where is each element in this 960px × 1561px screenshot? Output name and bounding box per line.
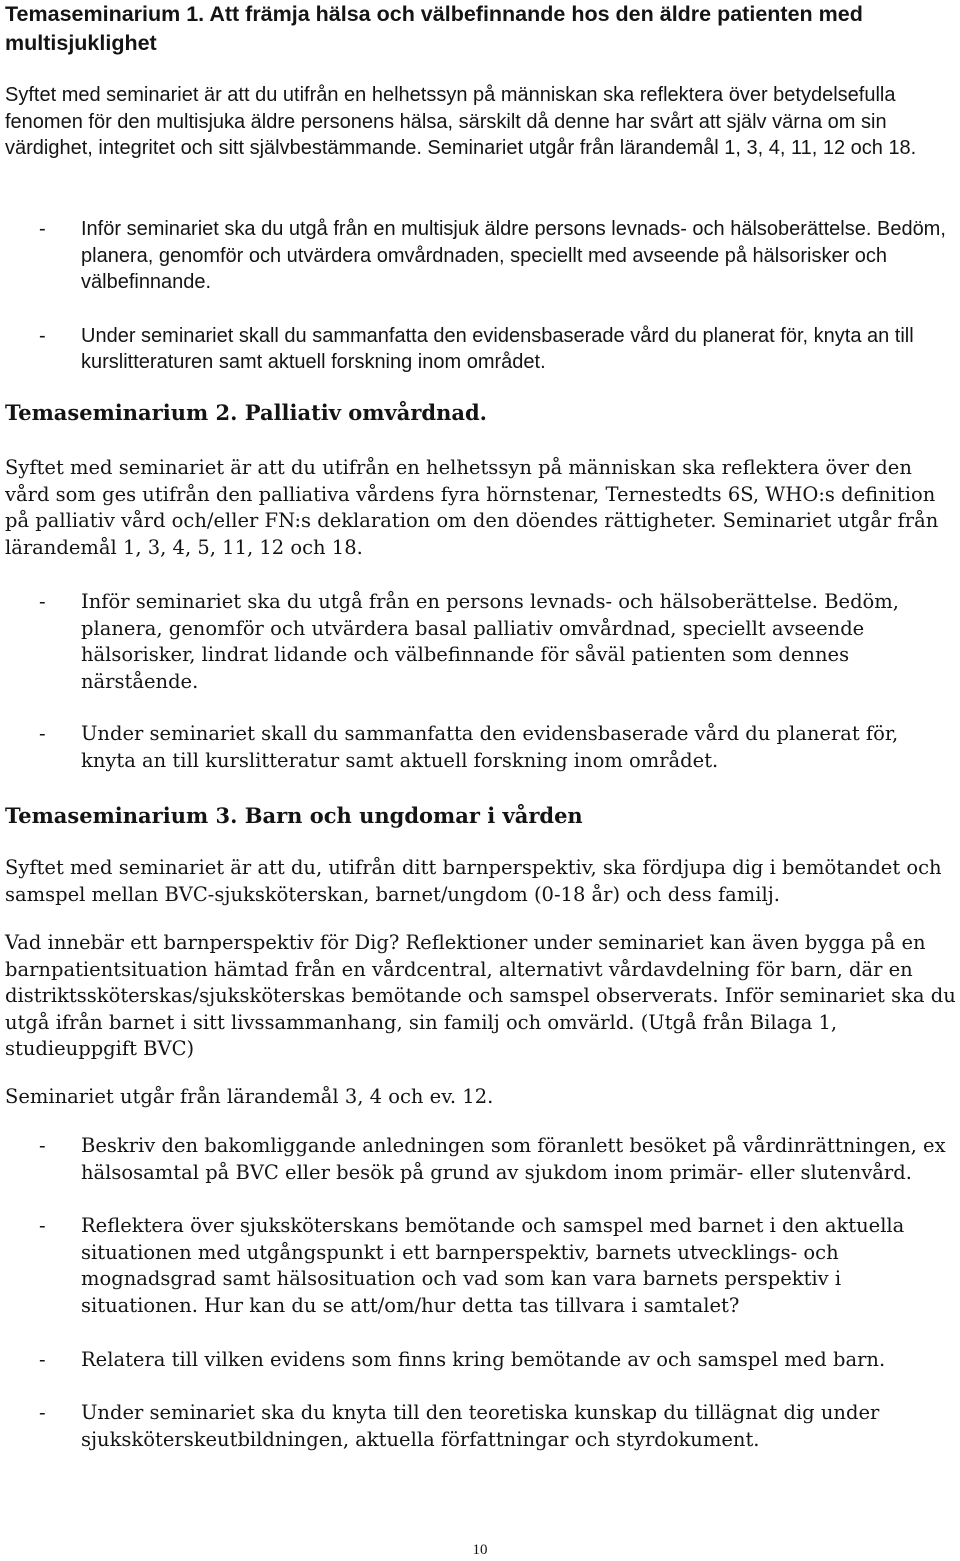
dash-bullet: - <box>39 1401 46 1425</box>
bullet-text: Under seminariet ska du knyta till den teoretiska kunskap du tillägnat dig under sjuksköterskeutbildningen, aktuella författningar och styrdokument. <box>81 1401 880 1451</box>
bullet-text: Inför seminariet ska du utgå från en multisjuk äldre persons levnads- och hälsoberättelse. Bedöm, planera, genomför och utvärdera omvårdnaden, speciellt med avseende på hälsorisker och välbefinnande. <box>81 218 946 294</box>
section-3-intro: Syftet med seminariet är att du, utifrån ditt barnperspektiv, ska fördjupa dig i bemötandet och samspel mellan BVC-sjuksköterskan, barnet/ungdom (0-18 år) och dess familj. <box>5 856 942 906</box>
dash-bullet: - <box>39 722 46 746</box>
list-item <box>5 589 953 695</box>
section-2-title: Temaseminarium 2. Palliativ omvårdnad. <box>5 400 487 425</box>
list-item <box>5 323 951 376</box>
list-item <box>5 721 953 774</box>
list-item <box>5 1133 955 1186</box>
section-3-title: Temaseminarium 3. Barn och ungdomar i vården <box>5 803 583 828</box>
dash-bullet: - <box>39 218 46 240</box>
bullet-text: Beskriv den bakomliggande anledningen som föranlett besöket på vårdinrättningen, ex hälsosamtal på BVC eller besök på grund av sjukdom inom primär- eller slutenvård. <box>81 1134 946 1184</box>
section-3-bullets <box>5 1133 955 1453</box>
bullet-text: Under seminariet skall du sammanfatta den evidensbaserade vård du planerat för, knyta an till kurslitteraturen samt aktuell forskning inom området. <box>81 324 914 374</box>
list-item <box>5 1400 955 1453</box>
section-2-bullets <box>5 589 953 775</box>
section-1-intro: Syftet med seminariet är att du utifrån en helhetssyn på människan ska reflektera över betydelsefulla fenomen för den multisjuka äldre personens hälsa, särskilt då denne har svårt att själv värna om sin värdighet, integritet och sitt självbestämmande. Seminariet utgår från lärandemål 1, 3, 4, 11, 12 och 18. <box>5 84 917 160</box>
dash-bullet: - <box>39 324 46 347</box>
section-3-paragraph: Vad innebär ett barnperspektiv för Dig? Reflektioner under seminariet kan även bygga på en barnpatientsituation hämtad från en vårdcentral, alternativt vårdavdelning för barn, där en distriktssköterskas/sjuksköterskas bemötande och samspel observerats. Inför seminariet ska du utgå ifrån barnet i sitt livssammanhang, sin familj och omvärld. (Utgå från Bilaga 1, studieuppgift BVC) <box>5 931 956 1061</box>
section-1-title: Temaseminarium 1. Att främja hälsa och välbefinnande hos den äldre patienten med multisjuklighet <box>5 2 863 55</box>
dash-bullet: - <box>39 1214 46 1238</box>
bullet-text: Under seminariet skall du sammanfatta den evidensbaserade vård du planerat för, knyta an till kurslitteratur samt aktuell forskning inom området. <box>81 722 899 772</box>
bullet-text: Reflektera över sjuksköterskans bemötande och samspel med barnet i den aktuella situationen med utgångspunkt i ett barnperspektiv, barnets utvecklings- och mognadsgrad samt hälsosituation och vad som kan vara barnets perspektiv i situationen. Hur kan du se att/om/hur detta tas tillvara i samtalet? <box>81 1214 905 1317</box>
list-item <box>5 216 951 296</box>
dash-bullet: - <box>39 1347 46 1371</box>
bullet-text: Inför seminariet ska du utgå från en persons levnads- och hälsoberättelse. Bedöm, planera, genomför och utvärdera basal palliativ omvårdnad, speciellt avseende hälsorisker, lindrat lidande och välbefinnande för såväl patienten som dennes närstående. <box>81 590 899 693</box>
dash-bullet: - <box>39 1134 46 1157</box>
page-number: 10 <box>472 1542 488 1558</box>
section-1-bullets <box>5 216 951 376</box>
section-3-learning-goals: Seminariet utgår från lärandemål 3, 4 och ev. 12. <box>5 1085 494 1108</box>
dash-bullet: - <box>39 590 46 613</box>
list-item <box>5 1347 955 1374</box>
section-2-intro: Syftet med seminariet är att du utifrån en helhetssyn på människan ska reflektera över den vård som ges utifrån den palliativa vårdens fyra hörnstenar, Ternestedts 6S, WHO:s definition på palliativ vård och/eller FN:s deklaration om den döendes rättigheter. Seminariet utgår från lärandemål 1, 3, 4, 5, 11, 12 och 18. <box>5 456 939 559</box>
list-item <box>5 1213 955 1319</box>
bullet-text: Relatera till vilken evidens som finns kring bemötande av och samspel med barn. <box>81 1347 886 1371</box>
